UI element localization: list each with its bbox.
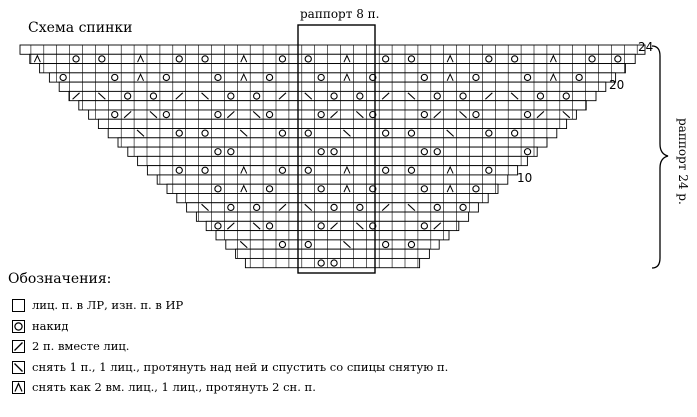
- chart-row: [177, 193, 488, 202]
- rapport-vertical-label: раппорт 24 р.: [676, 118, 690, 205]
- rapport-horizontal-label: раппорт 8 п.: [300, 7, 380, 21]
- yarn-over-icon: [12, 320, 25, 333]
- legend-item-s2kp: снять как 2 вм. лиц., 1 лиц., протянуть 2 сн. п.: [12, 380, 316, 394]
- chart-row: [89, 110, 577, 119]
- chart-row: [236, 249, 430, 258]
- chart-row: [20, 45, 645, 54]
- chart-title: Схема спинки: [28, 20, 133, 36]
- legend-item-k2tog: 2 п. вместе лиц.: [12, 339, 129, 353]
- chart-row: [216, 231, 449, 240]
- chart-row: [147, 166, 517, 175]
- s2kp-icon: [12, 381, 25, 394]
- chart-row: [226, 240, 439, 249]
- chart-row: [40, 64, 626, 73]
- chart-row: [138, 156, 528, 165]
- row-number-10: 10: [517, 171, 533, 185]
- chart-row: [30, 54, 635, 63]
- legend-title: Обозначения:: [8, 271, 112, 287]
- legend-item-ssk: снять 1 п., 1 лиц., протянуть над ней и спустить со спицы снятую п.: [12, 360, 448, 374]
- chart-row: [157, 175, 508, 184]
- ssk-icon: [12, 361, 25, 374]
- chart-row: [59, 82, 606, 91]
- knit-stitch-icon: [12, 299, 25, 312]
- legend-item-knit: лиц. п. в ЛР, изн. п. в ИР: [12, 298, 183, 312]
- row-number-20: 20: [609, 78, 625, 92]
- k2tog-icon: [12, 340, 25, 353]
- legend-item-yo: накид: [12, 319, 68, 333]
- row-number-24: 24: [638, 40, 654, 54]
- rapport-bracket: [652, 46, 668, 268]
- chart-row: [98, 119, 566, 128]
- chart-row: [79, 101, 586, 110]
